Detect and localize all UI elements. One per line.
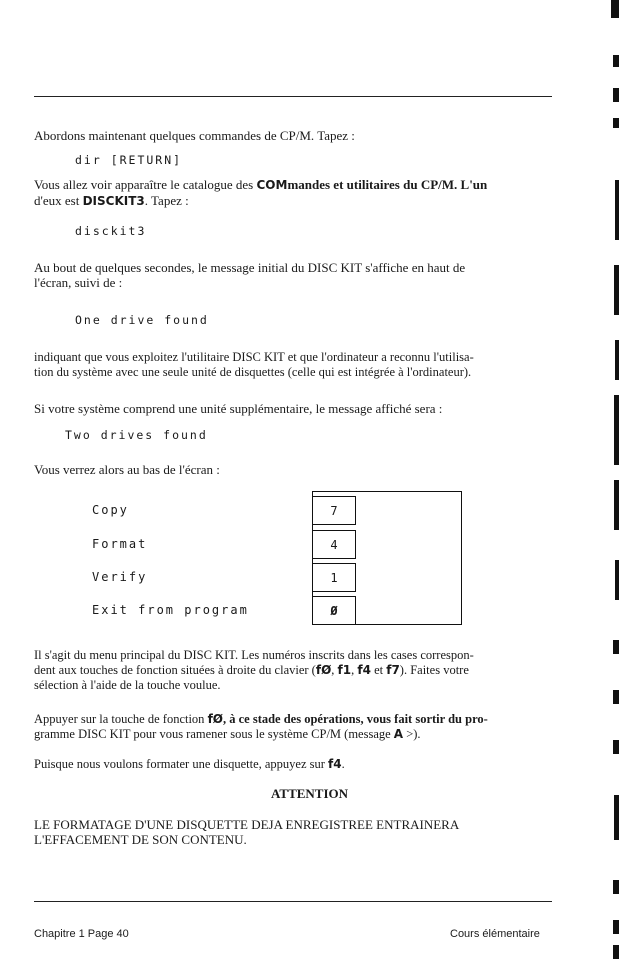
second-drive-text: Si votre système comprend une unité supplémentaire, le message affiché sera : <box>34 401 443 416</box>
menu-item-copy: Copy <box>92 503 129 517</box>
press-text <box>34 712 564 742</box>
explain-line3: sélection à l'aide de la touche voulue. <box>34 678 221 692</box>
key-f0: fØ <box>315 663 332 677</box>
key-copy: 7 <box>330 503 338 518</box>
key-box-format <box>312 530 356 559</box>
binding-edge-mark <box>614 265 619 315</box>
indicating-line2: tion du système avec une seule unité de disquettes (celle qui est intégrée à l'ordinateur). <box>34 365 472 379</box>
key-box-copy <box>312 496 356 525</box>
key-f1: f1 <box>337 663 352 677</box>
press-d: >). <box>403 727 421 741</box>
format-key: f4 <box>328 757 342 771</box>
explain-text <box>34 648 564 693</box>
binding-edge-mark <box>614 395 619 465</box>
catalogue-part3: d'eux est <box>34 193 83 208</box>
binding-edge-mark <box>613 55 619 67</box>
binding-edge-mark <box>615 180 619 240</box>
disckit3-bold: DISCKIT3 <box>82 194 145 208</box>
catalogue-part2: mandes et utilitaires du CP/M. L'un <box>287 177 488 192</box>
binding-edge-mark <box>614 795 619 840</box>
sep2: , <box>351 663 358 677</box>
binding-edge-mark <box>615 560 619 600</box>
warning-line1: LE FORMATAGE D'UNE DISQUETTE DEJA ENREGISTREE ENTRAINERA <box>34 817 460 832</box>
catalogue-part4: . Tapez : <box>144 193 189 208</box>
binding-edge-mark <box>613 690 619 704</box>
sep3: et <box>370 663 387 677</box>
explain-line2b: ). Faites votre <box>399 663 469 677</box>
indicating-line1: indiquant que vous exploitez l'utilitaire DISC KIT et que l'ordinateur a reconnu l'utilisa- <box>34 350 474 364</box>
top-rule <box>34 96 552 97</box>
press-msg: A <box>393 727 404 741</box>
bottom-intro-text: Vous verrez alors au bas de l'écran : <box>34 462 220 477</box>
format-a: Puisque nous voulons formater une disquette, appuyez sur <box>34 757 329 771</box>
press-b: , à ce stade des opérations, vous fait sortir du pro- <box>222 712 488 726</box>
warning-title: ATTENTION <box>270 786 349 801</box>
warning-text <box>34 817 574 847</box>
binding-edge-mark <box>613 88 619 102</box>
indicating-text <box>34 350 564 380</box>
footer-right: Cours élémentaire <box>450 928 540 940</box>
explain-line1: Il s'agit du menu principal du DISC KIT. Les numéros inscrits dans les cases correspon- <box>34 648 474 662</box>
footer-left: Chapitre 1 Page 40 <box>34 928 129 940</box>
binding-edge-mark <box>613 640 619 654</box>
press-c: gramme DISC KIT pour vous ramener sous le système CP/M (message <box>34 727 394 741</box>
binding-edge-mark <box>613 920 619 934</box>
explain-line2a: dent aux touches de fonction situées à droite du clavier ( <box>34 663 316 677</box>
press-a: Appuyer sur la touche de fonction <box>34 712 208 726</box>
key-box-verify <box>312 563 356 592</box>
catalogue-part1: Vous allez voir apparaître le catalogue des <box>34 177 257 192</box>
binding-edge-mark <box>613 118 619 128</box>
intro-text: Abordons maintenant quelques commandes de CP/M. Tapez : <box>34 128 355 143</box>
menu-item-exit: Exit from program <box>92 603 249 617</box>
key-f4: f4 <box>357 663 371 677</box>
press-key: fØ <box>207 712 223 726</box>
binding-edge-mark <box>613 740 619 754</box>
initial-line2: l'écran, suivi de : <box>34 275 123 290</box>
sep1: , <box>331 663 338 677</box>
key-exit: Ø <box>330 603 338 618</box>
key-format: 4 <box>330 537 338 552</box>
binding-edge-mark <box>613 945 619 959</box>
warning-line2: L'EFFACEMENT DE SON CONTENU. <box>34 832 247 847</box>
key-verify: 1 <box>330 570 338 585</box>
binding-edge-mark <box>611 0 619 18</box>
bottom-rule <box>34 901 552 902</box>
com-bold: COM <box>256 178 288 192</box>
format-b: . <box>341 757 345 771</box>
binding-edge-mark <box>615 340 619 380</box>
dir-command: dir [RETURN] <box>75 153 183 167</box>
binding-edge-mark <box>613 880 619 894</box>
key-box-exit <box>312 596 356 625</box>
one-drive-message: One drive found <box>75 313 209 327</box>
disckit3-command: disckit3 <box>75 224 147 238</box>
initial-line1: Au bout de quelques secondes, le message initial du DISC KIT s'affiche en haut de <box>34 260 466 275</box>
menu-item-verify: Verify <box>92 570 148 584</box>
key-f7: f7 <box>386 663 400 677</box>
catalogue-text <box>34 177 554 209</box>
initial-text <box>34 260 554 290</box>
binding-edge-mark <box>614 480 619 530</box>
format-text <box>34 757 345 772</box>
two-drives-message: Two drives found <box>65 428 208 442</box>
menu-item-format: Format <box>92 537 148 551</box>
